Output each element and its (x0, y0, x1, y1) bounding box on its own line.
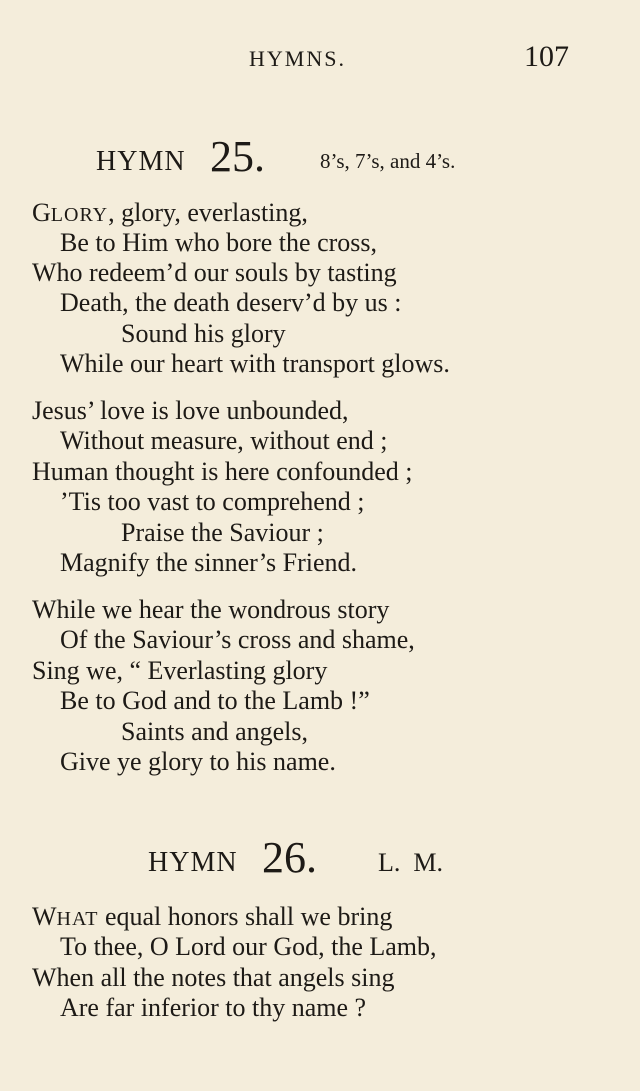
verse-line (32, 902, 392, 934)
verse-line: Be to God and to the Lamb !” (60, 686, 370, 715)
hymn-label: HYMN (96, 146, 186, 177)
verse-line: Who redeem’d our souls by tasting (32, 258, 397, 287)
verse-line: While we hear the wondrous story (32, 595, 390, 624)
hymn-number: 25. (210, 132, 265, 181)
verse-line: When all the notes that angels sing (32, 963, 395, 992)
running-head (0, 40, 640, 80)
drop-initial: W (32, 902, 57, 931)
verse-line: Be to Him who bore the cross, (60, 228, 378, 257)
verse-line: ’Tis too vast to comprehend ; (60, 487, 365, 516)
verse-line: Are far inferior to thy name ? (60, 993, 367, 1022)
verse-line: Sound his glory (121, 319, 286, 348)
drop-initial: G (32, 198, 51, 227)
small-caps-word: LORY (50, 204, 109, 226)
verse-line: Magnify the sinner’s Friend. (60, 548, 358, 577)
verse-line: Praise the Saviour ; (121, 518, 324, 547)
hymn-meter: 8’s, 7’s, and 4’s. (320, 149, 456, 173)
verse-line (32, 198, 308, 230)
verse-line: While our heart with transport glows. (60, 349, 450, 378)
verse-line: Of the Saviour’s cross and shame, (60, 625, 415, 654)
verse-line-text: equal honors shall we bring (98, 902, 393, 931)
verse-line: To thee, O Lord our God, the Lamb, (60, 932, 437, 961)
hymn-label: HYMN (148, 847, 238, 878)
hymn-25-heading (0, 134, 640, 184)
verse-line: Sing we, “ Everlasting glory (32, 656, 328, 685)
verse-line: Saints and angels, (121, 717, 309, 746)
hymn-meter: L. M. (378, 848, 443, 877)
hymn-number: 26. (262, 833, 317, 882)
page-number: 107 (524, 40, 569, 73)
verse-line-text: , glory, everlasting, (108, 198, 308, 227)
small-caps-word: HAT (56, 908, 99, 930)
verse-line: Give ye glory to his name. (60, 747, 336, 776)
verse-line: Death, the death deserv’d by us : (60, 288, 402, 317)
verse-line: Jesus’ love is love unbounded, (32, 396, 349, 425)
hymn-26-heading (0, 835, 640, 885)
verse-line: Human thought is here confounded ; (32, 457, 413, 486)
running-title: HYMNS. (249, 46, 346, 71)
verse-line: Without measure, without end ; (60, 426, 388, 455)
